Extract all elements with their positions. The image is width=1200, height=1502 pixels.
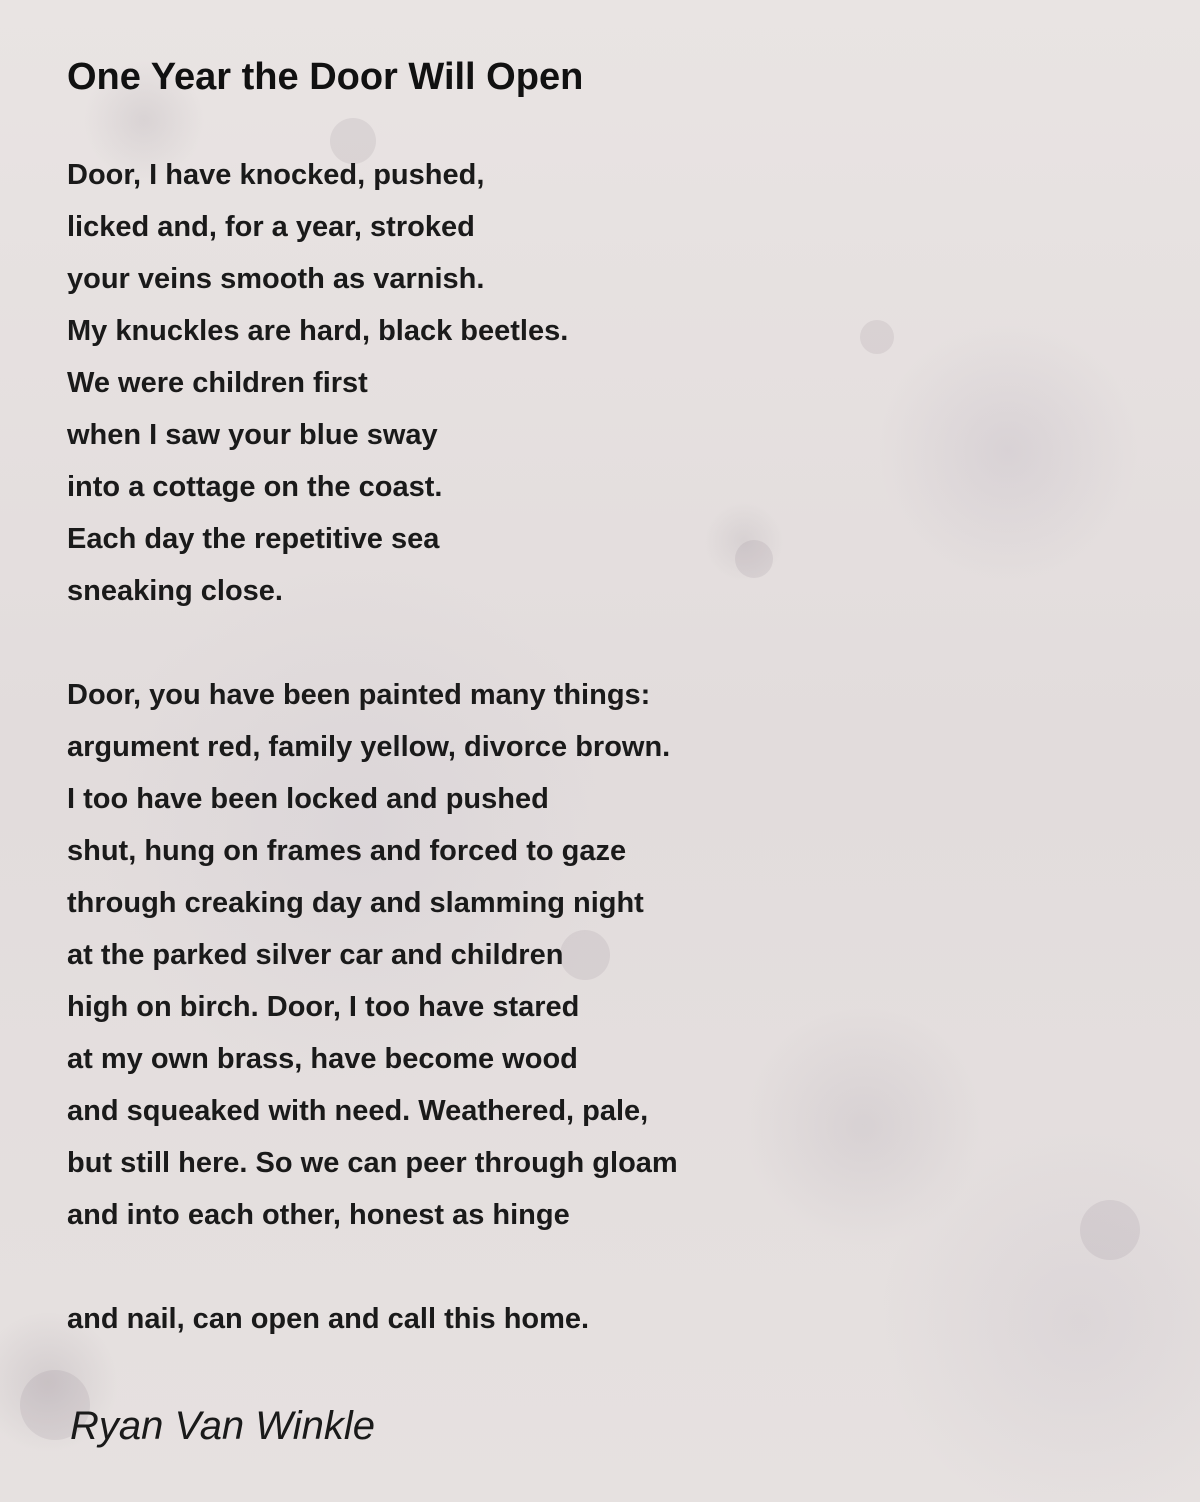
poem-line: I too have been locked and pushed [67, 783, 549, 815]
poem-line: at the parked silver car and children [67, 939, 564, 971]
poem-line: Door, you have been painted many things: [67, 679, 651, 711]
poem-line: high on birch. Door, I too have stared [67, 991, 580, 1023]
poem-line: Door, I have knocked, pushed, [67, 159, 485, 191]
poem-body [67, 149, 678, 1397]
poem-line: and nail, can open and call this home. [67, 1303, 590, 1335]
poem-line: and squeaked with need. Weathered, pale, [67, 1095, 649, 1127]
poem-line: and into each other, honest as hinge [67, 1199, 570, 1231]
poem-line: licked and, for a year, stroked [67, 211, 475, 243]
background-ink-blot [1080, 1200, 1140, 1260]
poem-line: shut, hung on frames and forced to gaze [67, 835, 627, 867]
poem-title: One Year the Door Will Open [67, 56, 584, 98]
poem-line: when I saw your blue sway [67, 419, 438, 451]
poem-line: at my own brass, have become wood [67, 1043, 578, 1075]
poem-line: through creaking day and slamming night [67, 887, 644, 919]
stanza-1 [67, 149, 678, 617]
poem-line: but still here. So we can peer through gloam [67, 1147, 678, 1179]
poem-author: Ryan Van Winkle [70, 1404, 375, 1448]
poem-line: We were children first [67, 367, 368, 399]
background-ink-blot [735, 540, 773, 578]
poem-line: My knuckles are hard, black beetles. [67, 315, 569, 347]
poem-line: sneaking close. [67, 575, 283, 607]
poem-line: into a cottage on the coast. [67, 471, 443, 503]
poem-line: your veins smooth as varnish. [67, 263, 485, 295]
stanza-3 [67, 1293, 678, 1345]
background-ink-blot [860, 320, 894, 354]
poem-line: Each day the repetitive sea [67, 523, 440, 555]
stanza-2 [67, 669, 678, 1241]
poem-line: argument red, family yellow, divorce brown. [67, 731, 671, 763]
